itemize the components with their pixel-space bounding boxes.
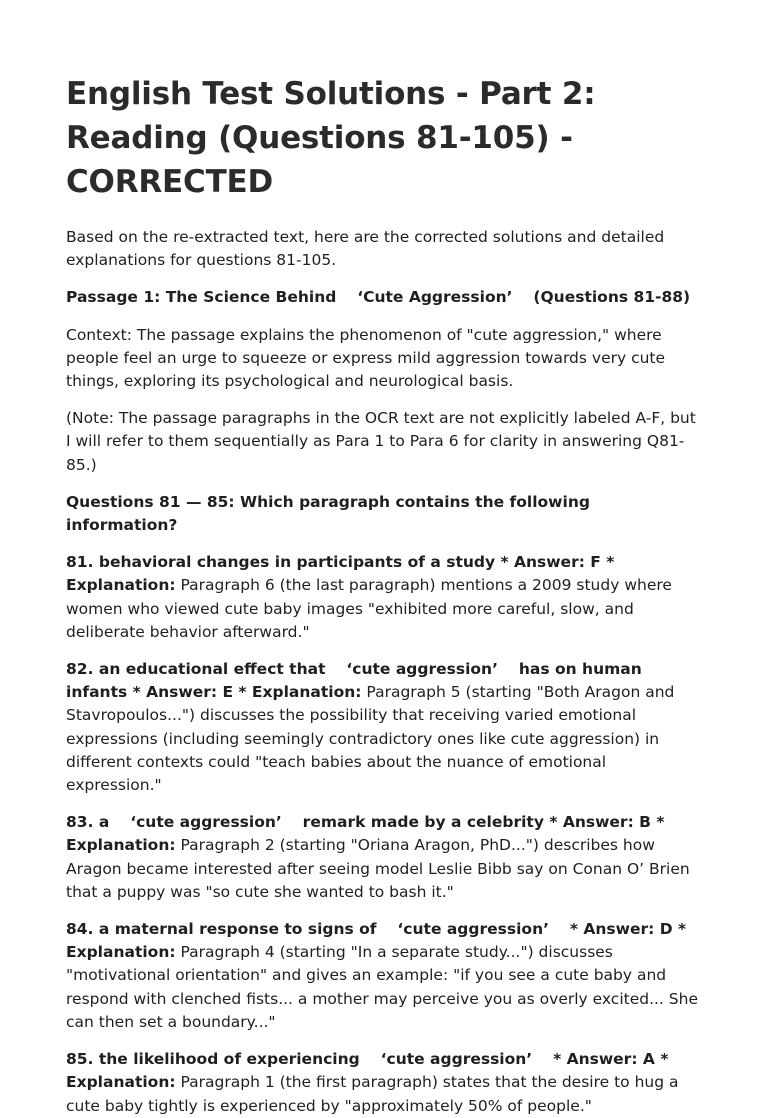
passage-heading-text: Passage 1: The Science Behind ‘Cute Aggression’ (Questions 81-88) bbox=[66, 288, 691, 307]
answer-82 bbox=[66, 658, 702, 797]
intro-paragraph: Based on the re-extracted text, here are the corrected solutions and detailed explanations for questions 81-105. bbox=[66, 228, 665, 270]
answer-82-explanation: Paragraph 5 (starting "Both Aragon and Stavropoulos...") discusses the possibility that receiving varied emotional expressions (including seemingly contradictory ones like cute aggression) in different contexts could "teach babies about the nuance of emotional expression." bbox=[66, 683, 675, 795]
questions-heading bbox=[66, 491, 702, 537]
answer-85 bbox=[66, 1048, 702, 1118]
answer-84-explanation: Paragraph 4 (starting "In a separate study...") discusses "motivational orientation" and gives an example: "if you see a cute baby and respond with clenched fists... a mother may perceive you as overly excited... She can then set a boundary..." bbox=[66, 943, 698, 1031]
answer-81-heading: 81. behavioral changes in participants of a study * Answer: F * Explanation: bbox=[66, 553, 615, 595]
questions-heading-text: Questions 81 — 85: Which paragraph contains the following information? bbox=[66, 492, 590, 535]
answer-83-heading: 83. a ‘cute aggression’ remark made by a celebrity * Answer: B * Explanation: bbox=[66, 813, 665, 855]
page-title: English Test Solutions - Part 2: Reading (Questions 81-105) - CORRECTED bbox=[66, 76, 596, 200]
note-paragraph: (Note: The passage paragraphs in the OCR text are not explicitly labeled A-F, but I will refer to them sequentially as Para 1 to Para 6 for clarity in answering Q81-85.) bbox=[66, 409, 696, 474]
answer-81-explanation: Paragraph 6 (the last paragraph) mentions a 2009 study where women who viewed cute baby images "exhibited more careful, slow, and deliberate behavior afterward." bbox=[66, 576, 672, 641]
answer-83 bbox=[66, 811, 702, 904]
answer-82-heading: 82. an educational effect that ‘cute aggression’ has on human infants * Answer: E * Explanation: bbox=[66, 660, 642, 702]
passage-heading bbox=[66, 286, 702, 309]
answer-84 bbox=[66, 918, 702, 1034]
answer-81 bbox=[66, 551, 702, 644]
answer-85-heading: 85. the likelihood of experiencing ‘cute aggression’ * Answer: A * Explanation: bbox=[66, 1050, 669, 1092]
context-paragraph: Context: The passage explains the phenomenon of "cute aggression," where people feel an urge to squeeze or express mild aggression towards very cute things, exploring its psychological and neurological basis. bbox=[66, 325, 666, 391]
answer-83-explanation: Paragraph 2 (starting "Oriana Aragon, PhD...") describes how Aragon became interested after seeing model Leslie Bibb say on Conan O’ Brien that a puppy was "so cute she wanted to bash it." bbox=[66, 836, 690, 901]
answer-84-heading: 84. a maternal response to signs of ‘cute aggression’ * Answer: D * Explanation: bbox=[66, 920, 687, 962]
answer-85-explanation: Paragraph 1 (the first paragraph) states that the desire to hug a cute baby tightly is experienced by "approximately 50% of people." bbox=[66, 1073, 679, 1115]
